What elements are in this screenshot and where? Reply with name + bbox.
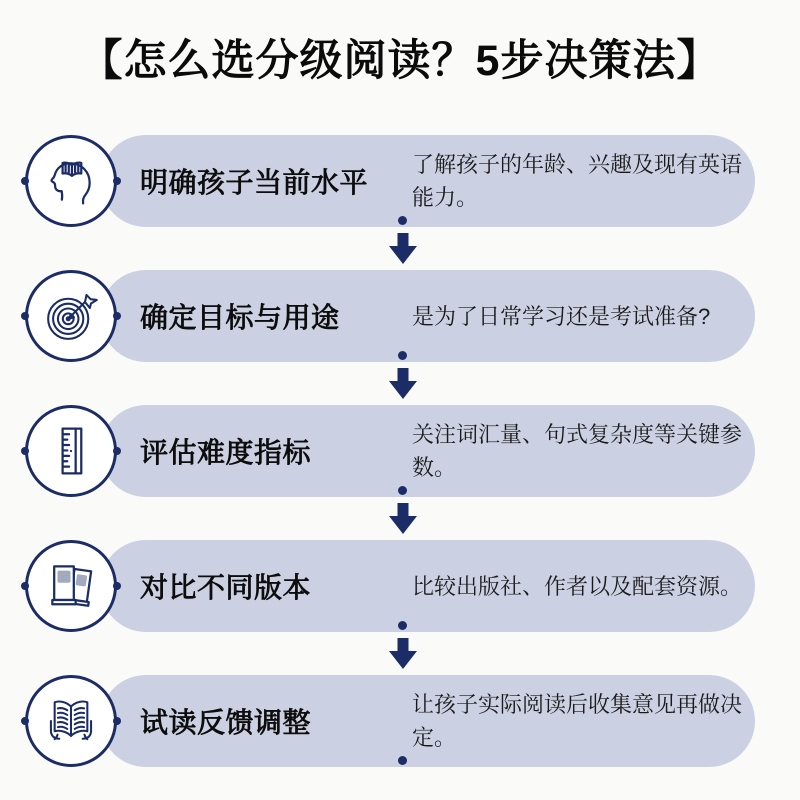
badge-side-dot-right	[113, 582, 121, 590]
connector-dot	[398, 216, 407, 225]
head-book-icon	[43, 153, 99, 209]
badge-side-dot-right	[113, 177, 121, 185]
badge-side-dot-left	[21, 312, 29, 320]
step-description: 是为了日常学习还是考试准备?	[412, 303, 711, 329]
badge-side-dot-left	[21, 582, 29, 590]
step-description: 比较出版社、作者以及配套资源。	[412, 573, 743, 599]
step-2-icon-badge	[25, 270, 117, 362]
step-description: 了解孩子的年龄、兴趣及现有英语能力。	[412, 152, 743, 210]
connector-dot	[398, 621, 407, 630]
badge-side-dot-right	[113, 717, 121, 725]
step-title: 试读反馈调整	[140, 707, 312, 738]
connector-dot	[398, 756, 407, 765]
step-1-card	[100, 135, 755, 227]
ruler-icon	[43, 423, 99, 479]
step-title: 明确孩子当前水平	[140, 167, 369, 198]
badge-side-dot-right	[113, 312, 121, 320]
step-title: 对比不同版本	[140, 572, 312, 603]
step-row-4	[25, 539, 755, 633]
target-dart-icon	[43, 288, 99, 344]
badge-side-dot-left	[21, 447, 29, 455]
connector-dot	[398, 351, 407, 360]
arrow-down-icon	[388, 638, 418, 669]
step-3-icon-badge	[25, 405, 117, 497]
steps-list	[0, 88, 800, 768]
step-title: 评估难度指标	[140, 437, 312, 468]
arrow-down-icon	[388, 233, 418, 264]
step-row-5	[25, 674, 755, 768]
connector-dot	[398, 486, 407, 495]
step-4-icon-badge	[25, 540, 117, 632]
badge-side-dot-left	[21, 177, 29, 185]
step-row-2	[25, 269, 755, 363]
step-1-icon-badge	[25, 135, 117, 227]
page-title: 【怎么选分级阅读？5步决策法】	[79, 37, 721, 85]
step-row-1	[25, 134, 755, 228]
step-2-card	[100, 270, 755, 362]
connector-2	[25, 363, 755, 404]
arrow-down-icon	[388, 368, 418, 399]
step-5-icon-badge	[25, 675, 117, 767]
booklets-compare-icon	[43, 558, 99, 614]
step-description: 让孩子实际阅读后收集意见再做决定。	[412, 692, 743, 750]
badge-side-dot-left	[21, 717, 29, 725]
step-description: 关注词汇量、句式复杂度等关键参数。	[412, 422, 743, 480]
arrow-down-icon	[388, 503, 418, 534]
step-3-card	[100, 405, 755, 497]
step-5-card	[100, 675, 755, 767]
connector-1	[25, 228, 755, 269]
step-4-card	[100, 540, 755, 632]
connector-4	[25, 633, 755, 674]
connector-3	[25, 498, 755, 539]
step-title: 确定目标与用途	[140, 302, 340, 333]
step-row-3	[25, 404, 755, 498]
badge-side-dot-right	[113, 447, 121, 455]
open-book-hands-icon	[43, 693, 99, 749]
